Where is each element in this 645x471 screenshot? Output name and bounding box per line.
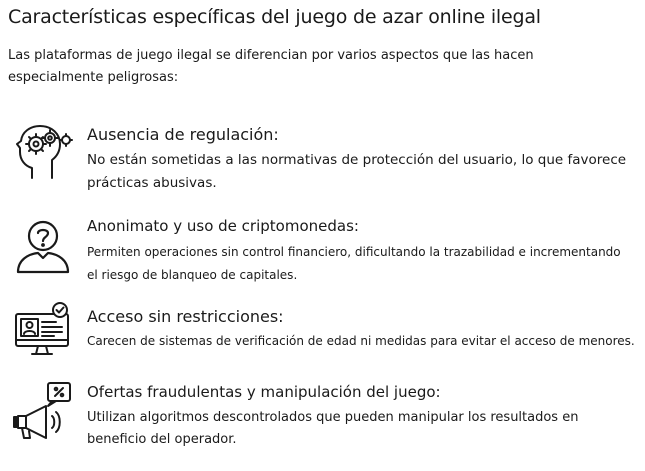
item-title: Anonimato y uso de criptomonedas: bbox=[87, 217, 359, 235]
head-gears-icon bbox=[12, 122, 74, 184]
feature-item-anonymity bbox=[0, 212, 645, 286]
item-title: Ofertas fraudulentas y manipulación del juego: bbox=[87, 383, 441, 401]
item-text: No están sometidas a las normativas de protección del usuario, lo que favorece prácticas abusivas. bbox=[87, 152, 627, 191]
feature-item-fraud bbox=[0, 378, 645, 458]
anonymous-person-icon bbox=[12, 214, 74, 276]
item-text: Carecen de sistemas de verificación de edad ni medidas para evitar el acceso de menores. bbox=[87, 334, 635, 348]
item-title: Acceso sin restricciones: bbox=[87, 307, 284, 326]
item-text: Utilizan algoritmos descontrolados que pueden manipular los resultados en beneficio del operador. bbox=[87, 410, 579, 447]
feature-item-access bbox=[0, 300, 645, 356]
page-title: Características específicas del juego de azar online ilegal bbox=[8, 6, 541, 28]
item-text: Permiten operaciones sin control financiero, dificultando la trazabilidad e incrementando el riesgo de blanqueo de capitales. bbox=[87, 245, 621, 282]
feature-item-regulation bbox=[0, 118, 645, 198]
intro-paragraph: Las plataformas de juego ilegal se diferencian por varios aspectos que las hacen especialmente peligrosas: bbox=[8, 48, 534, 85]
monitor-id-check-icon bbox=[12, 300, 74, 362]
item-title: Ausencia de regulación: bbox=[87, 125, 279, 144]
megaphone-percent-icon bbox=[12, 380, 74, 442]
